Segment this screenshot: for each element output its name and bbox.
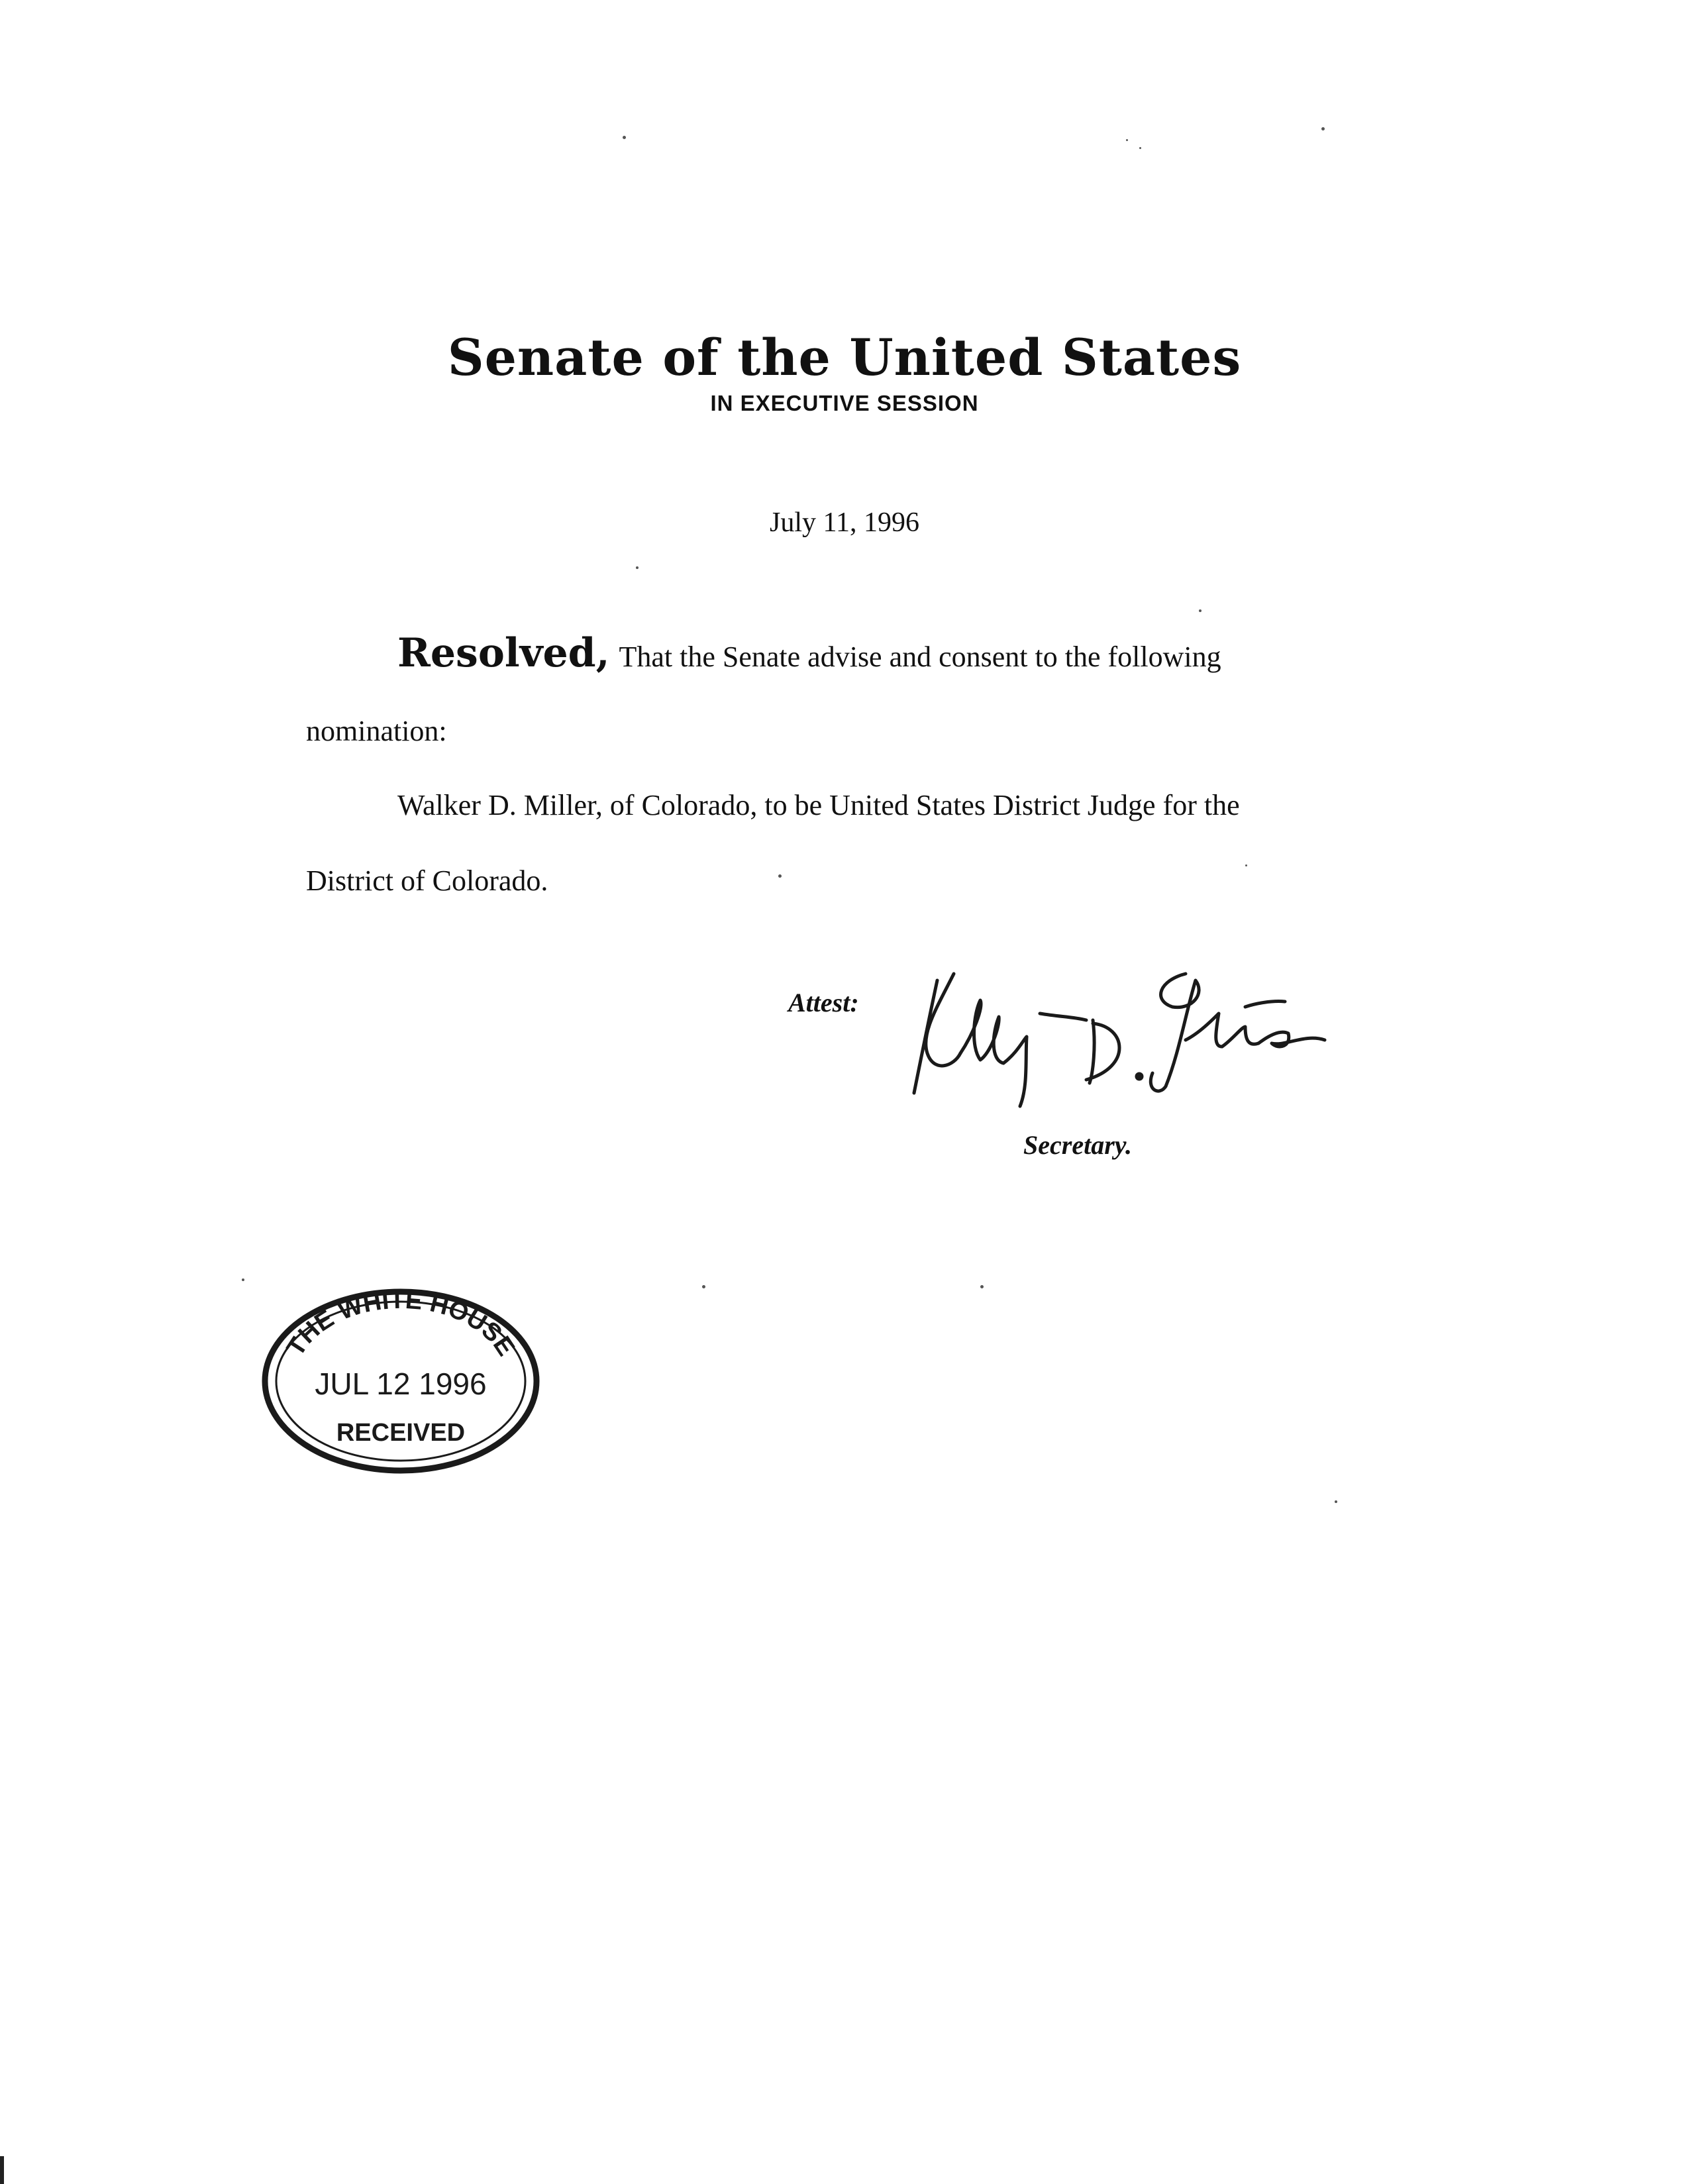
scan-speck [242, 1278, 244, 1281]
white-house-received-stamp [255, 1282, 546, 1481]
resolution-line-2: nomination: [306, 715, 447, 747]
stamp-line-3: RECEIVED [336, 1419, 466, 1447]
attest-label: Attest: [788, 988, 859, 1017]
scan-speck [980, 1285, 984, 1288]
session-subtitle: IN EXECUTIVE SESSION [710, 391, 979, 415]
stamp-line-1: THE WHITE HOUSE [282, 1286, 520, 1361]
resolution-line-1: That the Senate advise and consent to the following [619, 641, 1221, 673]
nomination-line-2: District of Colorado. [306, 864, 548, 897]
scan-speck [1335, 1500, 1337, 1503]
stamp-date: JUL 12 1996 [315, 1367, 487, 1401]
scan-speck [1245, 864, 1247, 866]
scan-speck [1321, 127, 1325, 130]
scan-speck [1139, 147, 1141, 149]
secretary-signature [874, 954, 1378, 1126]
scan-edge-mark [0, 2156, 4, 2184]
document-date: July 11, 1996 [770, 507, 919, 538]
resolved-word: Resolved, [397, 630, 610, 676]
scan-speck [1199, 609, 1202, 612]
scan-speck [778, 874, 782, 878]
resolution-paragraph [397, 616, 1221, 694]
document-title: Senate of the United States [447, 328, 1242, 387]
scan-speck [702, 1285, 705, 1288]
scan-speck [623, 136, 626, 139]
nomination-line-1: Walker D. Miller, of Colorado, to be United States District Judge for the [397, 789, 1240, 821]
secretary-label: Secretary. [1023, 1130, 1133, 1160]
scan-speck [636, 566, 639, 569]
scan-speck [1126, 139, 1128, 141]
